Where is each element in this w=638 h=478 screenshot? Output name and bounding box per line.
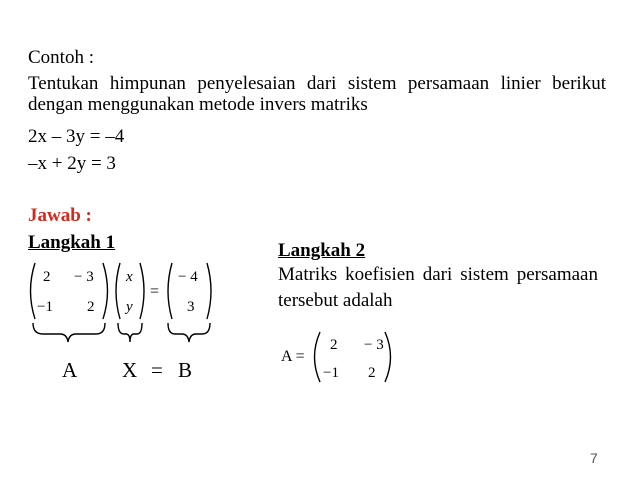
matrix-a2-r1c1: 2: [330, 337, 338, 353]
label-a: A: [62, 358, 78, 382]
equation-1: 2x – 3y = –4: [28, 126, 125, 147]
answer-label: Jawab :: [28, 205, 92, 226]
matrix-b-right-paren: [207, 263, 211, 319]
step1-title: Langkah 1: [28, 232, 116, 253]
matrix-b-r2: 3: [187, 299, 195, 315]
page-number: 7: [590, 450, 598, 466]
brace-a: [33, 323, 105, 342]
matrix-a2-left-paren: [315, 332, 321, 382]
label-equals: =: [151, 358, 163, 382]
matrix-x-right-paren: [140, 263, 144, 319]
label-b: B: [178, 358, 193, 382]
matrix-a-r1c2: − 3: [74, 269, 94, 285]
example-heading: Contoh :: [28, 47, 94, 68]
matrix-x-r1: x: [126, 269, 133, 285]
step2-a-label: A =: [281, 348, 305, 365]
step2-title: Langkah 2: [278, 240, 366, 261]
matrix-a-r2c1: −1: [37, 299, 53, 315]
matrix-a-r1c1: 2: [43, 269, 51, 285]
matrix-a2-r2c1: −1: [323, 365, 339, 381]
matrix-b-r1: − 4: [178, 269, 198, 285]
matrix-a-right-paren: [103, 263, 108, 319]
matrix-equals: =: [150, 283, 160, 300]
problem-text: Tentukan himpunan penyelesaian dari sistem persamaan linier berikut dengan menggunakan metode invers matriks: [28, 73, 606, 115]
matrix-b-left-paren: [168, 263, 172, 319]
brace-b: [168, 323, 210, 342]
matrix-a-r2c2: 2: [87, 299, 95, 315]
equation-2: –x + 2y = 3: [28, 153, 116, 174]
matrix-x-left-paren: [116, 263, 120, 319]
matrix-x-r2: y: [126, 299, 133, 315]
matrix-a2-right-paren: [385, 332, 391, 382]
matrix-a2-r2c2: 2: [368, 365, 376, 381]
brace-x: [118, 323, 142, 342]
matrix-a-left-paren: [31, 263, 36, 319]
step2-text: Matriks koefisien dari sistem persamaan tersebut adalah: [278, 264, 598, 311]
label-x: X: [122, 358, 138, 382]
matrix-a2-r1c2: − 3: [364, 337, 384, 353]
